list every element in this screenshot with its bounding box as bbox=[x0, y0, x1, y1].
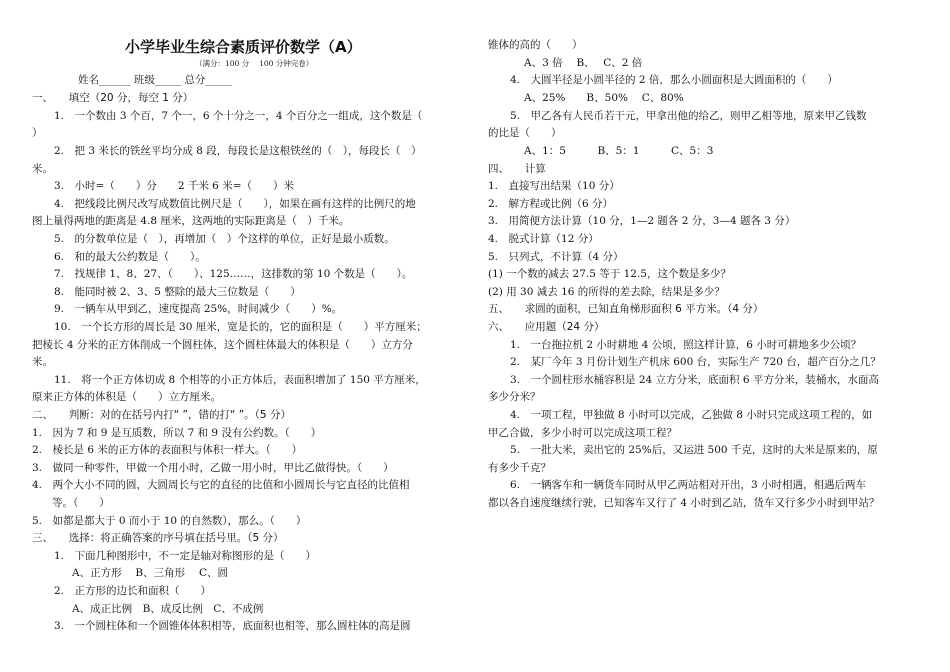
question-text: 8. 能同时被 2、3、5 整除的最大三位数是（ ） bbox=[54, 286, 301, 298]
question-text: 原来正方体的体积是（ ）立方厘米。 bbox=[32, 391, 221, 403]
question-text: 11. 将一个正方体切成 8 个相等的小正方体后，表面积增加了 150 平方厘米， bbox=[54, 374, 426, 386]
question-text: 1. 一个数由 3 个百，7 个一，6 个十分之一，4 个百分之一组成，这个数是（ bbox=[54, 110, 423, 122]
question-text: 1. 因为 7 和 9 是互质数，所以 7 和 9 没有公约数。（ ） bbox=[32, 427, 322, 439]
question-text: 4. 一项工程，甲独做 8 小时可以完成，乙独做 8 小时只完成这项工程的，如 bbox=[510, 409, 873, 421]
answer-options: A、25% B、50% C、80% bbox=[524, 92, 684, 104]
answer-options: A、成正比例 B、成反比例 C、不成例 bbox=[72, 603, 264, 615]
question-text: 4. 大圆半径是小圆半径的 2 倍，那么小圆面积是大圆面积的（ ） bbox=[510, 74, 838, 86]
section-fill-blank-heading: 一、 填空（20 分，每空 1 分） bbox=[32, 92, 194, 104]
question-text: 4. 两个大小不同的圆，大圆周长与它的直径的比值和小圆周长与它直径的比值相 bbox=[32, 479, 410, 491]
page-subtitle: （满分：100 分 100 分钟完卷） bbox=[195, 59, 314, 68]
question-text: 的比是（ ） bbox=[488, 127, 562, 139]
question-text: 米。 bbox=[32, 163, 53, 175]
question-text: 把棱长 4 分米的正方体削成一个圆柱体，这个圆柱体最大的体积是（ ）立方分 bbox=[32, 339, 413, 351]
question-text: 10. 一个长方形的周长是 30 厘米，宽是长的，它的面积是（ ）平方厘米； bbox=[54, 321, 427, 333]
page-title: 小学毕业生综合素质评价数学（A） bbox=[125, 38, 362, 56]
question-text: 1. 直接写出结果（10 分） bbox=[488, 180, 620, 192]
question-text: 2. 某厂今年 3 月份计划生产机床 600 台，实际生产 720 台，超产百分之几？ bbox=[510, 356, 881, 368]
question-text: 3. 一个圆柱形水桶容积是 24 立方分米，底面积 6 平方分米，装桶水，水面高 bbox=[510, 374, 879, 386]
question-text: 米。 bbox=[32, 356, 53, 368]
question-text: (2) 用 30 减去 16 的所得的差去除，结果是多少？ bbox=[488, 286, 725, 298]
question-text: 2. 解方程或比例（6 分） bbox=[488, 198, 614, 210]
question-text: 多少分米？ bbox=[488, 391, 541, 403]
question-text: 9. 一辆车从甲到乙，速度提高 25%，时间减少（ ）%。 bbox=[54, 303, 343, 315]
question-text: 5. 一批大米，卖出它的 25%后，又运进 500 千克，这时的大米是原来的，原 bbox=[510, 444, 878, 456]
question-text: 1. 一台拖拉机 2 小时耕地 4 公顷，照这样计算，6 小时可耕地多少公顷？ bbox=[510, 339, 862, 351]
question-text: 4. 把线段比例尺改写成数值比例尺是（ ），如果在画有这样的比例尺的地 bbox=[54, 198, 416, 210]
question-text: 3. 小时=（ ）分 2 千米 6 米=（ ）米 bbox=[54, 180, 294, 192]
question-text: 3. 用简便方法计算（10 分，1—2 题各 2 分，3—4 题各 3 分） bbox=[488, 215, 796, 227]
question-text: 3. 做同一种零件，甲做一个用小时，乙做一用小时，甲比乙做得快。（ ） bbox=[32, 462, 394, 474]
question-text: 图上量得两地的距离是 4.8 厘米，这两地的实际距离是（ ）千米。 bbox=[32, 215, 350, 227]
question-text: 6. 一辆客车和一辆货车同时从甲乙两站相对开出，3 小时相遇，相遇后两车 bbox=[510, 479, 867, 491]
question-text: 5. 的分数单位是（ ），再增加（ ）个这样的单位，正好是最小质数。 bbox=[54, 233, 395, 245]
section-circle-area-heading: 五、 求圆的面积，已知直角梯形面积 6 平方米。（4 分） bbox=[488, 303, 764, 315]
question-text: (1) 一个数的减去 27.5 等于 12.5，这个数是多少？ bbox=[488, 268, 731, 280]
section-judge-heading: 二、 判断：对的在括号内打“ ”，错的打“ ”。（5 分） bbox=[32, 409, 291, 421]
section-choice-heading: 三、 选择：将正确答案的序号填在括号里。（5 分） bbox=[32, 532, 284, 544]
question-text: 有多少千克？ bbox=[488, 462, 551, 474]
answer-options: A、3 倍 B、 C、2 倍 bbox=[524, 57, 643, 69]
question-text: 甲乙合做，多少小时可以完成这项工程？ bbox=[488, 427, 677, 439]
question-text: 等。（ ） bbox=[52, 497, 110, 509]
answer-options: A、1：5 B、5：1 C、5：3 bbox=[524, 145, 714, 157]
question-text: 5. 如都是都大于 0 而小于 10 的自然数），那么。（ ） bbox=[32, 515, 307, 527]
question-text: 5. 只列式，不计算（4 分） bbox=[488, 251, 624, 263]
question-text: 都以各自速度继续行驶，已知客车又行了 4 小时到乙站，货车又行多少小时到甲站？ bbox=[488, 497, 880, 509]
section-word-problems-heading: 六、 应用题（24 分） bbox=[488, 321, 605, 333]
question-text: 3. 一个圆柱体和一个圆锥体体积相等，底面积也相等，那么圆柱体的高是圆 bbox=[54, 620, 411, 632]
question-text: 2. 把 3 米长的铁丝平均分成 8 段，每段长是这根铁丝的（ ），每段长（ ） bbox=[54, 145, 422, 157]
question-text: 2. 棱长是 6 米的正方体的表面积与体积一样大。（ ） bbox=[32, 444, 303, 456]
student-info: 姓名______ 班级_____ 总分_____ bbox=[78, 74, 232, 86]
question-text: 4. 脱式计算（12 分） bbox=[488, 233, 599, 245]
section-calculation-heading: 四、 计算 bbox=[488, 163, 546, 175]
question-text: 7. 找规律 1、8、27、（ ）、125……，这排数的第 10 个数是（ ）。 bbox=[54, 268, 413, 280]
answer-options: A、正方形 B、三角形 C、圆 bbox=[72, 567, 229, 579]
question-text: 2. 正方形的边长和面积（ ） bbox=[54, 585, 212, 597]
question-text: 5. 甲乙各有人民币若干元，甲拿出他的给乙，则甲乙相等地，原来甲乙钱数 bbox=[510, 110, 867, 122]
question-text: 6. 和的最大公约数是（ ）。 bbox=[54, 251, 206, 263]
question-text: 锥体的高的（ ） bbox=[488, 39, 583, 51]
question-text: 1. 下面几种图形中，不一定是轴对称图形的是（ ） bbox=[54, 550, 317, 562]
question-text: ） bbox=[32, 127, 43, 139]
